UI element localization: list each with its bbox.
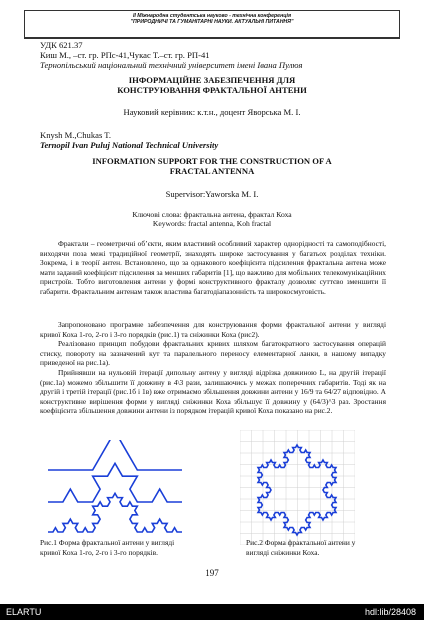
figure2-caption-line2: вигляді сніжинки Коха. — [246, 547, 320, 557]
udk-code: УДК 621.37 — [40, 40, 83, 50]
figure-koch-curves — [40, 440, 190, 536]
paragraph-4: Прийнявши на нульовій ітерації дипольну антену у вигляді відрізка довжиною L, на другій ітерації (рис.1а) можемо збільшити її довжину в 4\3 рази, залишаючись у межах поперечних габаритів. Тоді як на другій і третій ітерації (рис.1б і 1в) вже отримаємо збільшення довжини антени у 16/9 та 64/27 відповідно. А конструктивне вирішення форми у вигляді сніжинки Коха збільшує її довжину у (64/3)^3 раз. Зростання коефіцієнта збільшення довжини антени із порядком ітерацій кривої Коха показано на рис.2. — [40, 368, 386, 416]
title-en-line2: FRACTAL ANTENNA — [169, 166, 255, 176]
title-ua-line1: ІНФОРМАЦІЙНЕ ЗАБЕЗПЕЧЕННЯ ДЛЯ — [128, 75, 296, 85]
paragraph-2: Запропоновано програмне забезпечення для конструювання форми фрактальної антени у вигляді кривої Коха 1-го, 2-го і 3-го порядків (рис.1) та сніжинки Коха (рис2). — [40, 320, 386, 339]
conference-subtitle: "ПРИРОДНИЧІ ТА ГУМАНІТАРНІ НАУКИ. АКТУАЛЬНІ ПИТАННЯ" — [130, 19, 294, 26]
authors-en: Knysh M.,Chukas T. — [40, 130, 112, 140]
keywords-en: Keywords: fractal antenna, Koh fractal — [152, 219, 272, 228]
figure2-caption — [246, 538, 355, 557]
title-en-line1: INFORMATION SUPPORT FOR THE CONSTRUCTION OF A — [92, 156, 332, 166]
conference-header-box — [24, 10, 400, 39]
footer-left-label: ELARTU — [6, 607, 42, 617]
university-en: Ternopil Ivan Puluj National Technical University — [40, 140, 219, 150]
footer-handle-link[interactable]: hdl:lib/28408 — [364, 607, 416, 617]
koch-snowflake-path — [258, 445, 336, 535]
page-number: 197 — [205, 568, 219, 578]
figure1-caption-line1: Рис.1 Форма фрактальної антени у вигляді — [40, 538, 175, 547]
supervisor-en: Supervisor:Yaworska M. I. — [165, 189, 259, 199]
figure-koch-snowflake — [240, 430, 355, 545]
authors-ua: Киш М., –ст. гр. РПс-41,Чукас Т.–ст. гр. РП-41 — [40, 50, 210, 60]
university-ua: Тернопільський національний технічний університет імені Івана Пулюя — [40, 60, 303, 70]
keywords-ua: Ключові слова: фрактальна антена, фрактал Коха — [132, 210, 292, 219]
koch-curve-paths — [48, 440, 182, 532]
figure1-caption-line2: кривої Коха 1-го, 2-го і 3-го порядків. — [40, 547, 158, 557]
figure2-caption-line1: Рис.2 Форма фрактальної антени у — [246, 538, 356, 547]
figure1-caption — [40, 538, 174, 557]
repository-footer — [0, 604, 424, 620]
paragraph-1: Фрактали – геометричні об’єкти, яким властивий особливий характер однорідності та самоподібності, виходячи поза межі традиційної геометрії, знаходять широке застосування у багатьох розділах техніки. Зокрема, і в теорії антен. Встановлено, що за однакового коефіцієнта підсилення фрактальна антена може мати заданий коефіцієнт підсилення за менших габаритів [1], що важливо для мобільних телекомунікаційних пристроїв. Тобто виготовлення антени у формі конструктивного фракталу дозволяє суттєво зменшити її габарити. Фрактальним антенам також властива багатодіапазонність та широкосмуговість. — [40, 239, 386, 296]
title-ua-line2: КОНСТРУЮВАННЯ ФРАКТАЛЬНОЇ АНТЕНИ — [117, 85, 307, 95]
conference-name: ІІ Міжнародна студентська науково - технічна конференція — [132, 13, 292, 19]
supervisor-ua: Науковий керівник: к.т.н., доцент Яворська М. І. — [123, 107, 301, 117]
conference-header — [25, 13, 399, 26]
paragraph-3: Реалізовано принцип побудови фрактальних кривих шляхом багатократного застосування операцій стиску, повороту на зазначений кут та паралельного переносу елементарної ланки, в нашому випадку приведеної на рис.1а). — [40, 339, 386, 368]
